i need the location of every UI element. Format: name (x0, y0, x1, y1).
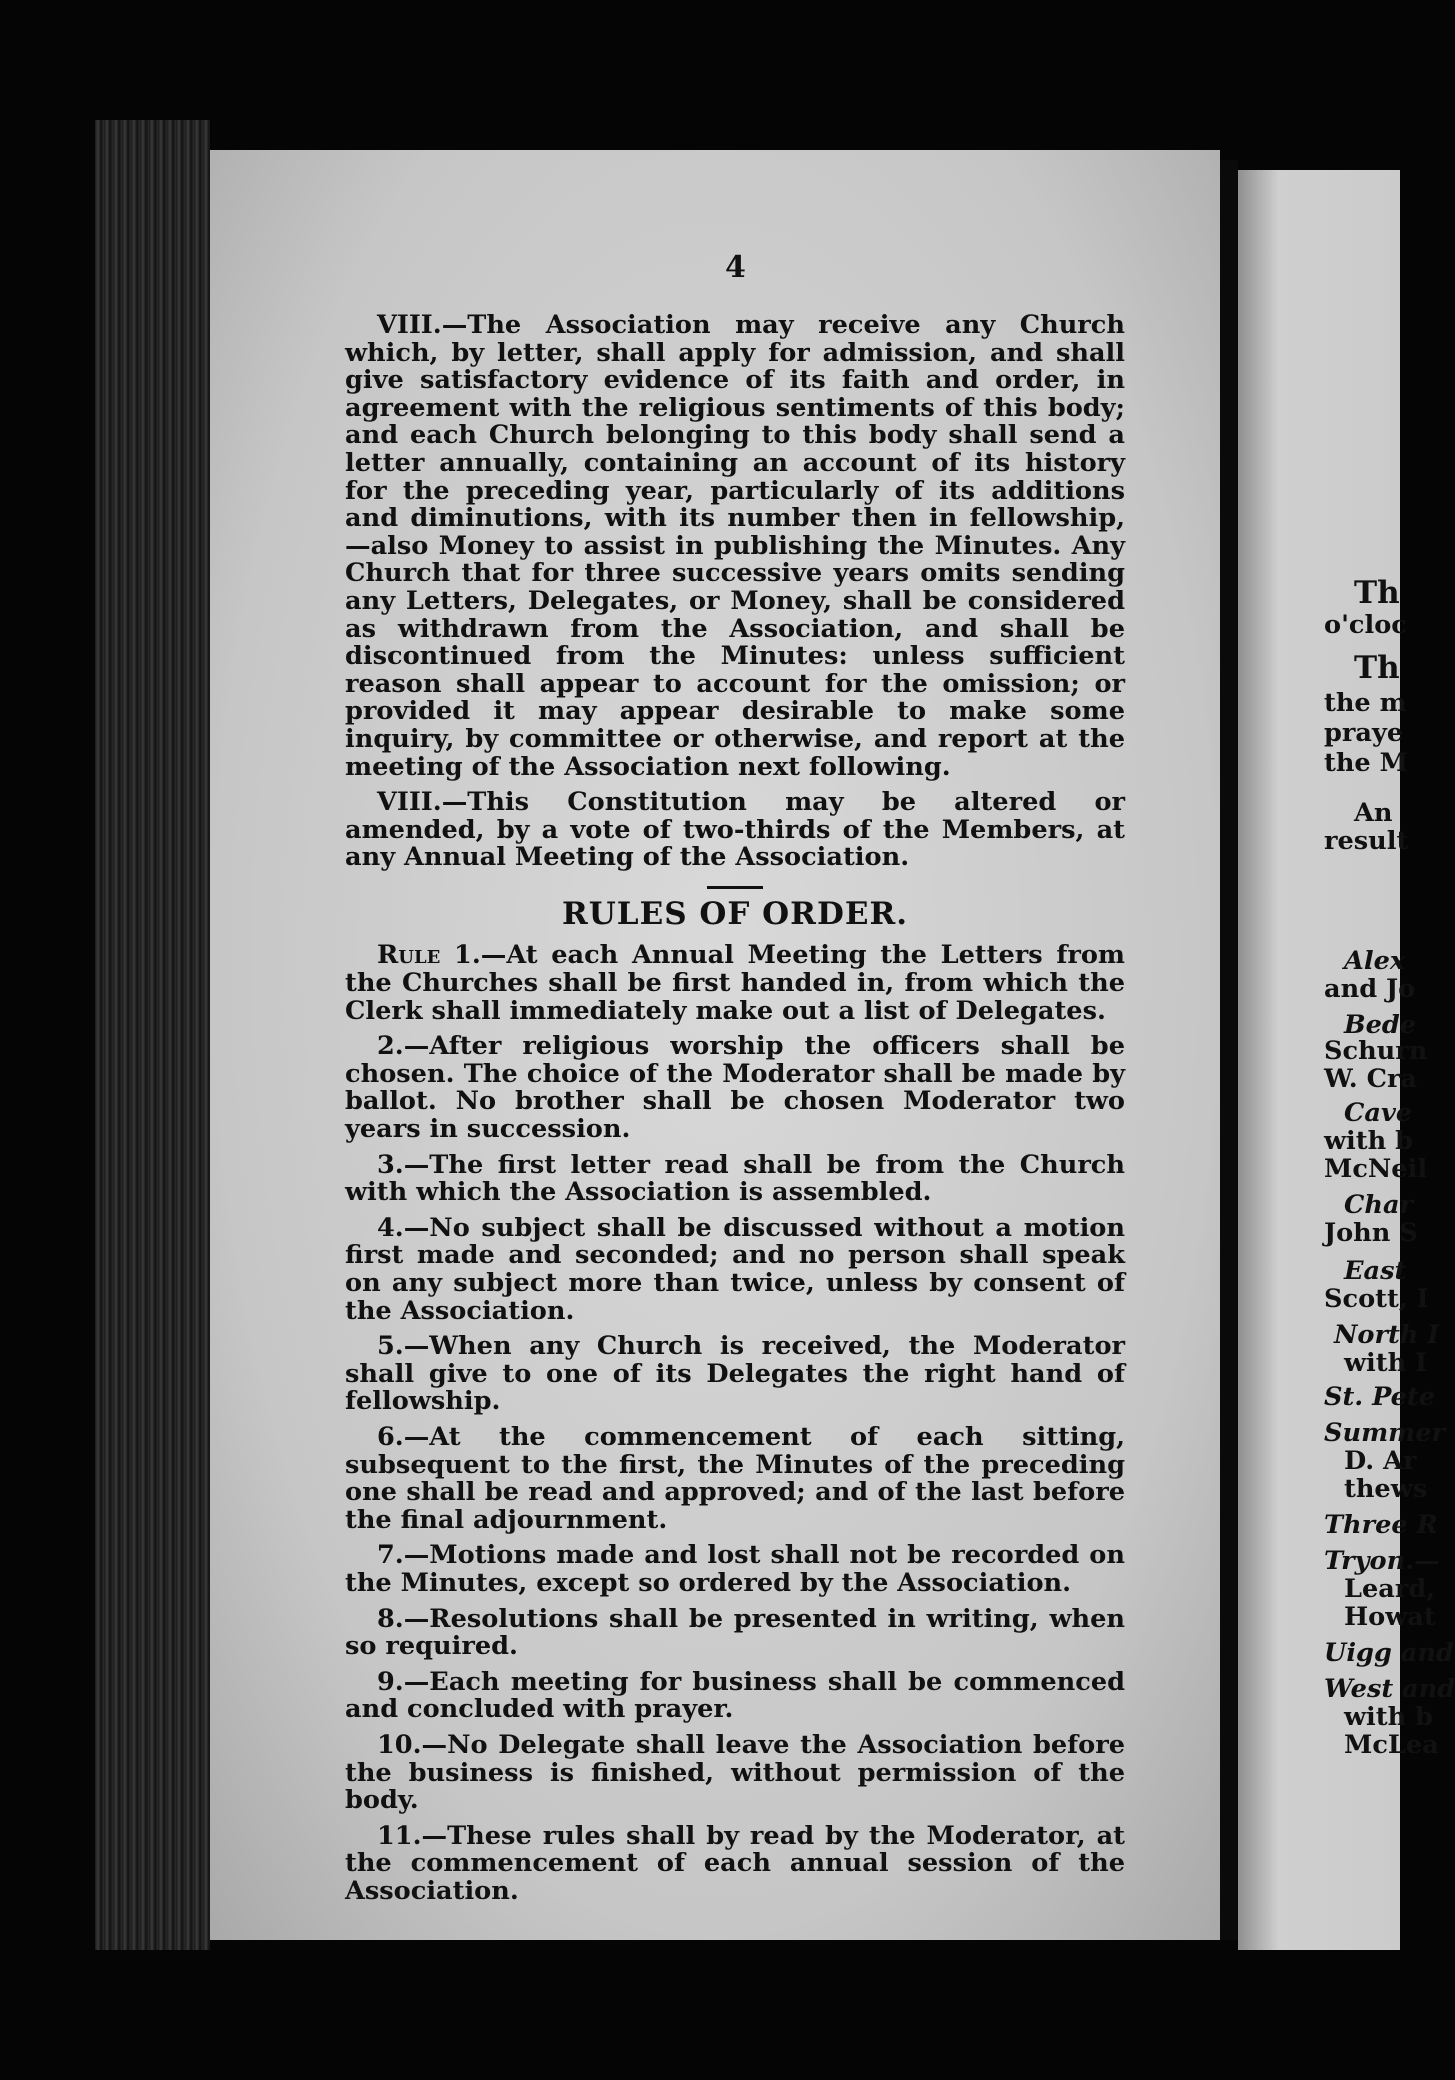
article-viii-amendment (345, 789, 1125, 872)
facing-line: o'cloc (1324, 610, 1407, 640)
article-viii-membership (345, 312, 1125, 781)
facing-line: North I (1334, 1320, 1440, 1350)
rule-lead: Rule (377, 940, 441, 971)
rule-1 (345, 942, 1125, 1025)
facing-line: Th (1354, 650, 1400, 686)
facing-line: John S (1324, 1218, 1418, 1248)
facing-line: An (1354, 798, 1393, 828)
facing-line: Char (1344, 1190, 1414, 1220)
facing-line: the m (1324, 688, 1407, 718)
facing-line: Cave (1344, 1098, 1413, 1128)
rule-6: 6.—At the commencement of each sitting, subsequent to the first, the Minutes of the preceding one shall be read and approved; and of the last before the final adjournment. (345, 1421, 1125, 1535)
facing-line: Tryon.— (1324, 1546, 1440, 1576)
facing-line: Scott, I (1324, 1284, 1429, 1314)
facing-line: thews (1344, 1474, 1428, 1504)
facing-line: praye (1324, 718, 1404, 748)
article-lead: VIII. (377, 310, 442, 340)
rule-10: 10.—No Delegate shall leave the Association before the business is finished, without permission of the body. (345, 1729, 1125, 1816)
facing-line: with b (1324, 1126, 1413, 1156)
rule-5: 5.—When any Church is received, the Moderator shall give to one of its Delegates the right hand of fellowship. (345, 1331, 1125, 1417)
rule-9: 9.—Each meeting for business shall be commenced and concluded with prayer. (345, 1666, 1125, 1725)
rule-4: 4.—No subject shall be discussed without a motion first made and seconded; and no person shall speak on any subject more than twice, unless by consent of the Association. (345, 1212, 1125, 1326)
facing-line: West and (1324, 1674, 1455, 1704)
facing-line: Uigg and (1324, 1638, 1454, 1668)
facing-line: McLea (1344, 1730, 1439, 1760)
facing-line: Schurn (1324, 1036, 1428, 1066)
facing-line: Summer (1324, 1418, 1446, 1448)
section-divider (707, 886, 763, 889)
facing-page-fragment (1238, 170, 1455, 1950)
rules-heading: RULES OF ORDER. (561, 895, 909, 932)
page-body (345, 240, 1125, 1905)
facing-line: Alex (1344, 946, 1406, 976)
facing-line: Bede (1344, 1010, 1417, 1040)
article-lead: VIII. (377, 787, 442, 818)
article-text: —The Association may receive any Church which, by letter, shall apply for admission, and shall give satisfactory evidence of its faith and order, in agreement with the religious sentiments of this body; and each Church belonging to this body shall send a letter annually, containing an account of its history for the preceding year, particularly of its additions and diminutions, with its number then in fellowship,—also Money to assist in publishing the Minutes. Any Church that for three successive years omits sending any Letters, Delegates, or Money, shall be considered as withdrawn from the Association, and shall be discontinued from the Minutes: unless sufficient reason shall appear to account for the omission; or provided it may appear desirable to make some inquiry, by committee or otherwise, and report at the meeting of the Association next following. (345, 310, 1125, 782)
facing-line: W. Cra (1324, 1064, 1418, 1094)
facing-line: D. Ar (1344, 1446, 1417, 1476)
article-text: —This Constitution may be altered or amended, by a vote of two-thirds of the Members, at any Annual Meeting of the Association. (345, 787, 1125, 873)
facing-line: result (1324, 826, 1409, 856)
facing-line: East (1344, 1256, 1407, 1286)
facing-line: with I (1344, 1348, 1428, 1378)
rule-2: 2.—After religious worship the officers shall be chosen. The choice of the Moderator shall be made by ballot. No brother shall be chosen Moderator two years in succession. (345, 1031, 1125, 1145)
facing-line: St. Pete (1324, 1382, 1436, 1412)
rule-7: 7.—Motions made and lost shall not be recorded on the Minutes, except so ordered by the Association. (345, 1540, 1125, 1598)
page-number: 4 (725, 250, 746, 285)
facing-line: Th (1354, 575, 1400, 611)
facing-line: Three R (1324, 1510, 1438, 1540)
facing-line: with b (1344, 1702, 1433, 1732)
page-gutter (1220, 160, 1238, 1940)
rule-11: 11.—These rules shall by read by the Moderator, at the commencement of each annual session of the Association. (345, 1820, 1125, 1906)
facing-line: Howat (1344, 1602, 1436, 1632)
facing-line: McNeil (1324, 1154, 1428, 1184)
facing-line: and Jo (1324, 974, 1416, 1004)
book-binding-edge (95, 120, 210, 1950)
rule-text: 1.—At each Annual Meeting the Letters from the Churches shall be first handed in, from which the Clerk shall immediately make out a list of Delegates. (345, 940, 1125, 1026)
facing-line: the M (1324, 748, 1408, 778)
facing-line: Leard, (1344, 1574, 1436, 1604)
rule-8: 8.—Resolutions shall be presented in writing, when so required. (345, 1603, 1125, 1662)
rule-3: 3.—The first letter read shall be from the Church with which the Association is assembled. (345, 1149, 1125, 1208)
